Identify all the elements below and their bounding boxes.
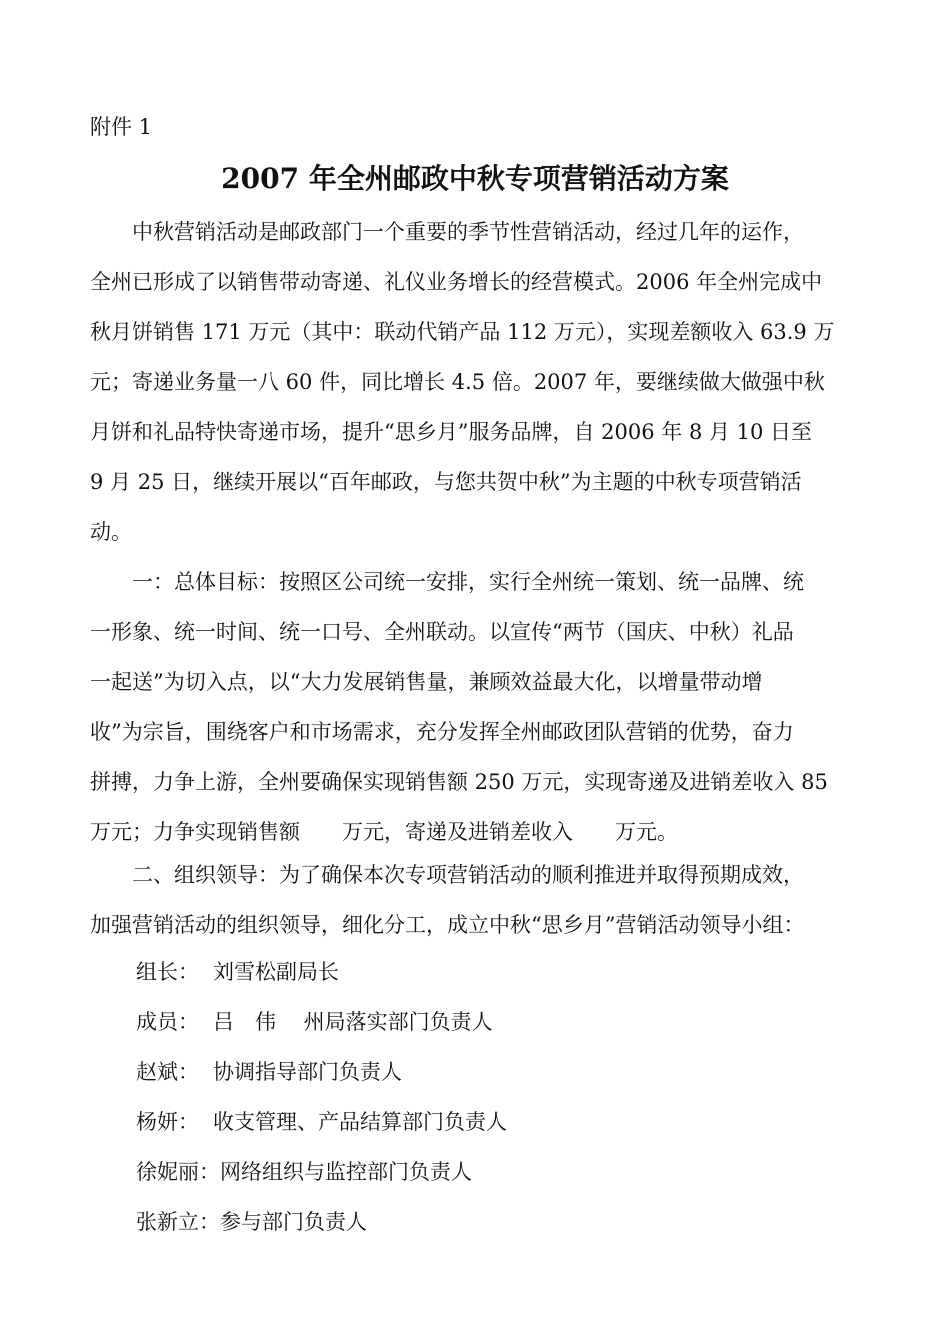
member-members bbox=[136, 1007, 493, 1037]
intro-line: 秋月饼销售 171 万元（其中：联动代销产品 112 万元），实现差额收入 63.9 万 bbox=[90, 320, 835, 344]
intro-line: 动。 bbox=[90, 520, 132, 544]
member-zhangxinli bbox=[136, 1207, 367, 1237]
member-role: 协调指导部门负责人 bbox=[213, 1060, 402, 1084]
goal-line: 万元；力争实现销售额 万元，寄递及进销差收入 万元。 bbox=[90, 820, 678, 844]
organization-paragraph bbox=[90, 850, 860, 950]
intro-line: 月饼和礼品特快寄递市场，提升“思乡月”服务品牌，自 2006 年 8 月 10 日至 bbox=[90, 420, 813, 444]
attachment-label: 附件 1 bbox=[90, 115, 153, 139]
goal-line: 一：总体目标：按照区公司统一安排，实行全州统一策划、统一品牌、统 bbox=[90, 570, 804, 594]
member-zhaobin bbox=[136, 1057, 402, 1087]
member-name: 组长： bbox=[136, 960, 199, 984]
member-name: 杨妍： bbox=[136, 1110, 199, 1134]
goal-paragraph bbox=[90, 557, 860, 857]
member-name: 张新立： bbox=[136, 1210, 220, 1234]
goal-line: 拼搏，力争上游，全州要确保实现销售额 250 万元，实现寄递及进销差收入 85 bbox=[90, 770, 828, 794]
member-role: 刘雪松副局长 bbox=[213, 960, 339, 984]
intro-line: 中秋营销活动是邮政部门一个重要的季节性营销活动，经过几年的运作， bbox=[90, 220, 804, 244]
member-name: 赵斌： bbox=[136, 1060, 199, 1084]
member-role: 网络组织与监控部门负责人 bbox=[220, 1160, 472, 1184]
organization-line: 二、组织领导：为了确保本次专项营销活动的顺利推进并取得预期成效， bbox=[90, 863, 804, 887]
member-role: 吕 伟 州局落实部门负责人 bbox=[213, 1010, 493, 1034]
goal-line: 收”为宗旨，围绕客户和市场需求，充分发挥全州邮政团队营销的优势，奋力 bbox=[90, 720, 794, 744]
member-name: 成员： bbox=[136, 1010, 199, 1034]
member-yangyan bbox=[136, 1107, 507, 1137]
intro-line: 9 月 25 日，继续开展以“百年邮政，与您共贺中秋”为主题的中秋专项营销活 bbox=[90, 470, 802, 494]
goal-line: 一起送”为切入点，以“大力发展销售量，兼顾效益最大化，以增量带动增 bbox=[90, 670, 763, 694]
member-leader bbox=[136, 957, 339, 987]
goal-line: 一形象、统一时间、统一口号、全州联动。以宣传“两节（国庆、中秋）礼品 bbox=[90, 620, 794, 644]
member-xunili bbox=[136, 1157, 472, 1187]
member-role: 收支管理、产品结算部门负责人 bbox=[213, 1110, 507, 1134]
intro-line: 元；寄递业务量一八 60 件，同比增长 4.5 倍。2007 年，要继续做大做强中秋 bbox=[90, 370, 825, 394]
document-title: 2007 年全州邮政中秋专项营销活动方案 bbox=[221, 162, 729, 195]
member-name: 徐妮丽： bbox=[136, 1160, 220, 1184]
intro-paragraph bbox=[90, 207, 860, 557]
organization-line: 加强营销活动的组织领导，细化分工，成立中秋“思乡月”营销活动领导小组： bbox=[90, 913, 805, 937]
intro-line: 全州已形成了以销售带动寄递、礼仪业务增长的经营模式。2006 年全州完成中 bbox=[90, 270, 823, 294]
member-role: 参与部门负责人 bbox=[220, 1210, 367, 1234]
